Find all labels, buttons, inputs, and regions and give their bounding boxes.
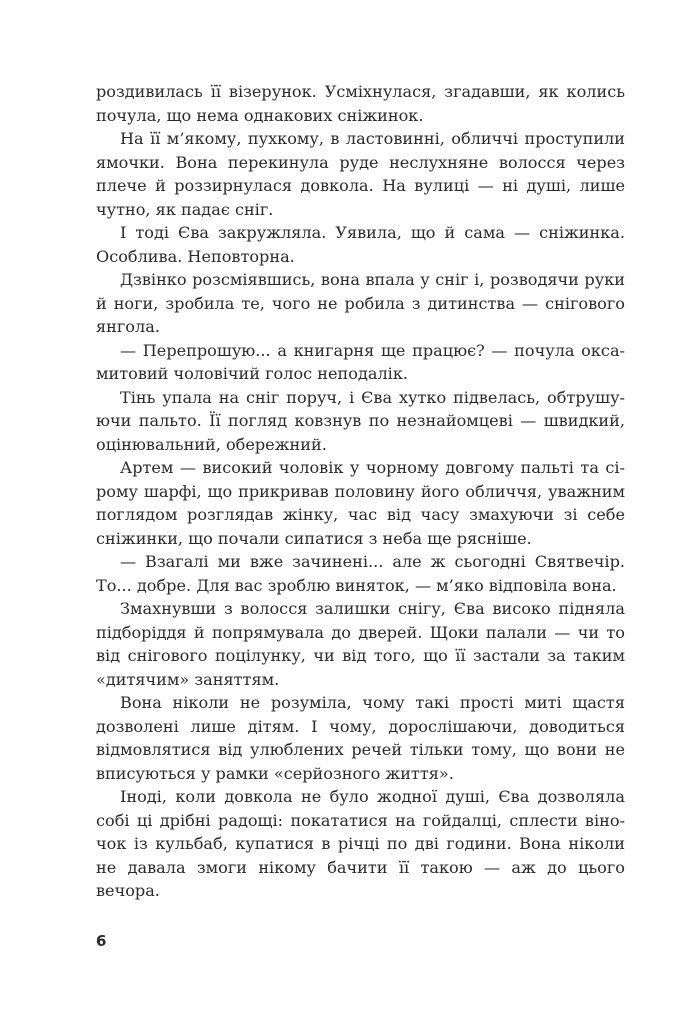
paragraph-10: Вона ніколи не розуміла, чому такі прості миті щастя дозволені лише дітям. І чому, дорослішаючи, доводиться відмовлятися від улюблених речей тільки тому, що вони не вписуються у рамки «серйозного життя».	[96, 693, 625, 783]
paragraph-4: Дзвінко розсміявшись, вона впала у сніг і, розводячи руки й ноги, зробила те, чого не робила з дитинства — снігового янгола.	[96, 270, 625, 336]
paragraph-8: — Взагалі ми вже зачинені... але ж сьогодні Святвечір. То... добре. Для вас зроблю виняток, — м’яко відповіла вона.	[96, 552, 625, 595]
paragraph-7: Артем — високий чоловік у чорному довгому пальті та сірому шарфі, що прикривав половину його обличчя, уважним поглядом розглядав жінку, час від часу змахуючи зі себе сніжинки, що почали сипатися з неба ще рясніше.	[96, 458, 625, 548]
page-number: 6	[96, 932, 107, 950]
paragraph-11: Іноді, коли довкола не було жодної душі, Єва дозволяла собі ці дрібні радощі: покататися на гойдалці, сплести віночок із кульбаб, купатися в річці по дві години. Вона ніколи не давала змоги нікому бачити її такою — аж до цього вечора.	[96, 787, 625, 900]
paragraph-3: І тоді Єва закружляла. Уявила, що й сама — сніжинка. Особлива. Неповторна.	[96, 223, 625, 266]
paragraph-9: Змахнувши з волосся залишки снігу, Єва високо підняла підборіддя й попрямувала до дверей. Щоки палали — чи то від снігового поцілунку, чи від того, що її застали за таким «дитячим» заняттям.	[96, 599, 625, 689]
paragraph-1: роздивилась її візерунок. Усміхнулася, згадавши, як колись почула, що нема однакових сніжинок.	[96, 82, 625, 125]
paragraph-5: — Перепрошую... а книгарня ще працює? — почула оксамитовий чоловічий голос неподалік.	[96, 340, 625, 383]
page-body	[96, 80, 625, 903]
paragraph-2: На її м’якому, пухкому, в ластовинні, обличчі проступили ямочки. Вона перекинула руде неслухняне волосся через плече й роззирнулася довкола. На вулиці — ні душі, лише чутно, як падає сніг.	[96, 129, 625, 219]
paragraph-6: Тінь упала на сніг поруч, і Єва хутко підвелась, обтрушуючи пальто. Її погляд ковзнув по незнайомцеві — швидкий, оцінювальний, обережний.	[96, 387, 625, 454]
